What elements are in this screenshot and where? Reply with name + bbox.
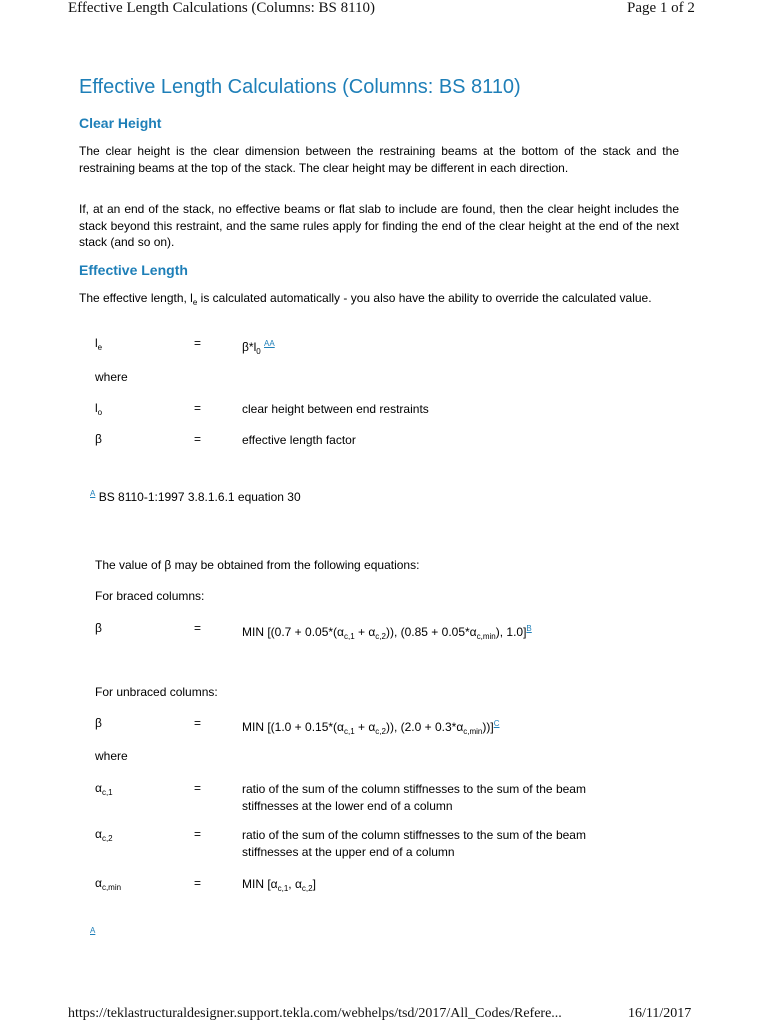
- unbraced-ref-link[interactable]: C: [493, 719, 500, 728]
- print-header-title: Effective Length Calculations (Columns: BS 8110): [68, 0, 376, 16]
- def-beta-equals: =: [194, 432, 202, 446]
- where-label-2: where: [95, 749, 128, 763]
- footnote-2-mark[interactable]: A: [90, 926, 96, 935]
- def-ac1-equals: =: [194, 781, 202, 795]
- print-footer-date: 16/11/2017: [628, 1006, 692, 1021]
- def-acmin-equals: =: [194, 876, 202, 890]
- page-title: Effective Length Calculations (Columns: BS 8110): [79, 76, 521, 98]
- def-ac2-text: ratio of the sum of the column stiffnesses to the sum of the beam stiffnesses at the upper end of a column: [242, 828, 586, 859]
- footnote-1: $^A$ BS 8110-1:1997 3.8.1.6.1 equation 30: [90, 489, 301, 504]
- def-ac2-symbol: $\alpha_{c,2}$: [95, 827, 113, 843]
- clear-height-para-1: The clear height is the clear dimension between the restraining beams at the bottom of the stack and the restraining beams at the top of the stack. The clear height may be different in each direction.: [79, 144, 679, 175]
- effective-length-heading: Effective Length: [79, 262, 188, 278]
- braced-label: For braced columns:: [95, 589, 205, 603]
- def-ac1-text: ratio of the sum of the column stiffnesses to the sum of the beam stiffnesses at the lower end of a column: [242, 782, 586, 813]
- def-l0-symbol: $l_o$: [95, 401, 103, 417]
- unbraced-symbol: β: [95, 716, 102, 730]
- clear-height-heading: Clear Height: [79, 115, 162, 131]
- def-ac1-symbol: $\alpha_{c,1}$: [95, 781, 113, 797]
- braced-formula: MIN [$(0.7 + 0.05*(\alpha_{c,1} + \alpha_{c,2}))$, $(0.85 + 0.05*\alpha_{c,min})$, 1.0]$^B$: [242, 624, 532, 641]
- braced-equals: =: [194, 621, 202, 635]
- def-acmin-symbol: $\alpha_{c,min}$: [95, 876, 122, 892]
- def-l0-text: clear height between end restraints: [242, 402, 429, 416]
- effective-length-intro: The effective length, $l_e$ is calculated automatically - you also have the ability to override the calculated value.: [79, 291, 652, 307]
- def-l0-equals: =: [194, 401, 202, 415]
- eq1-symbol: $l_e$: [95, 336, 103, 352]
- eq1-ref-link[interactable]: AA: [264, 339, 275, 348]
- unbraced-formula: MIN [$(1.0 + 0.15*(\alpha_{c,1} + \alpha_{c,2}))$, $(2.0 + 0.3*\alpha_{c,min}))]^C$: [242, 719, 500, 736]
- eq1-equals: =: [194, 336, 202, 350]
- braced-ref-link[interactable]: B: [526, 624, 532, 633]
- footnote-2: [90, 926, 95, 941]
- unbraced-equals: =: [194, 716, 202, 730]
- footnote-1-mark[interactable]: A: [90, 489, 96, 498]
- def-acmin-text: MIN [$\alpha_{c,1}$, $\alpha_{c,2}$]: [242, 877, 316, 893]
- print-footer-url: https://teklastructuraldesigner.support.tekla.com/webhelps/tsd/2017/All_Codes/Refere...: [68, 1006, 562, 1021]
- where-label: where: [95, 370, 128, 384]
- def-ac2-equals: =: [194, 827, 202, 841]
- unbraced-label: For unbraced columns:: [95, 685, 218, 699]
- print-header-page: Page 1 of 2: [627, 0, 695, 16]
- def-beta-text: effective length factor: [242, 433, 356, 447]
- eq1-rhs: $\beta*l_0$ $^{AA}$: [242, 339, 275, 356]
- value-intro: The value of β may be obtained from the following equations:: [95, 558, 420, 572]
- braced-symbol: β: [95, 621, 102, 635]
- clear-height-para-2: If, at an end of the stack, no effective beams or flat slab to include are found, then the clear height includes the stack beyond this restraint, and the same rules apply for finding the end of the clear height at the end of the next stack (and so on).: [79, 202, 679, 250]
- def-beta-symbol: β: [95, 432, 102, 446]
